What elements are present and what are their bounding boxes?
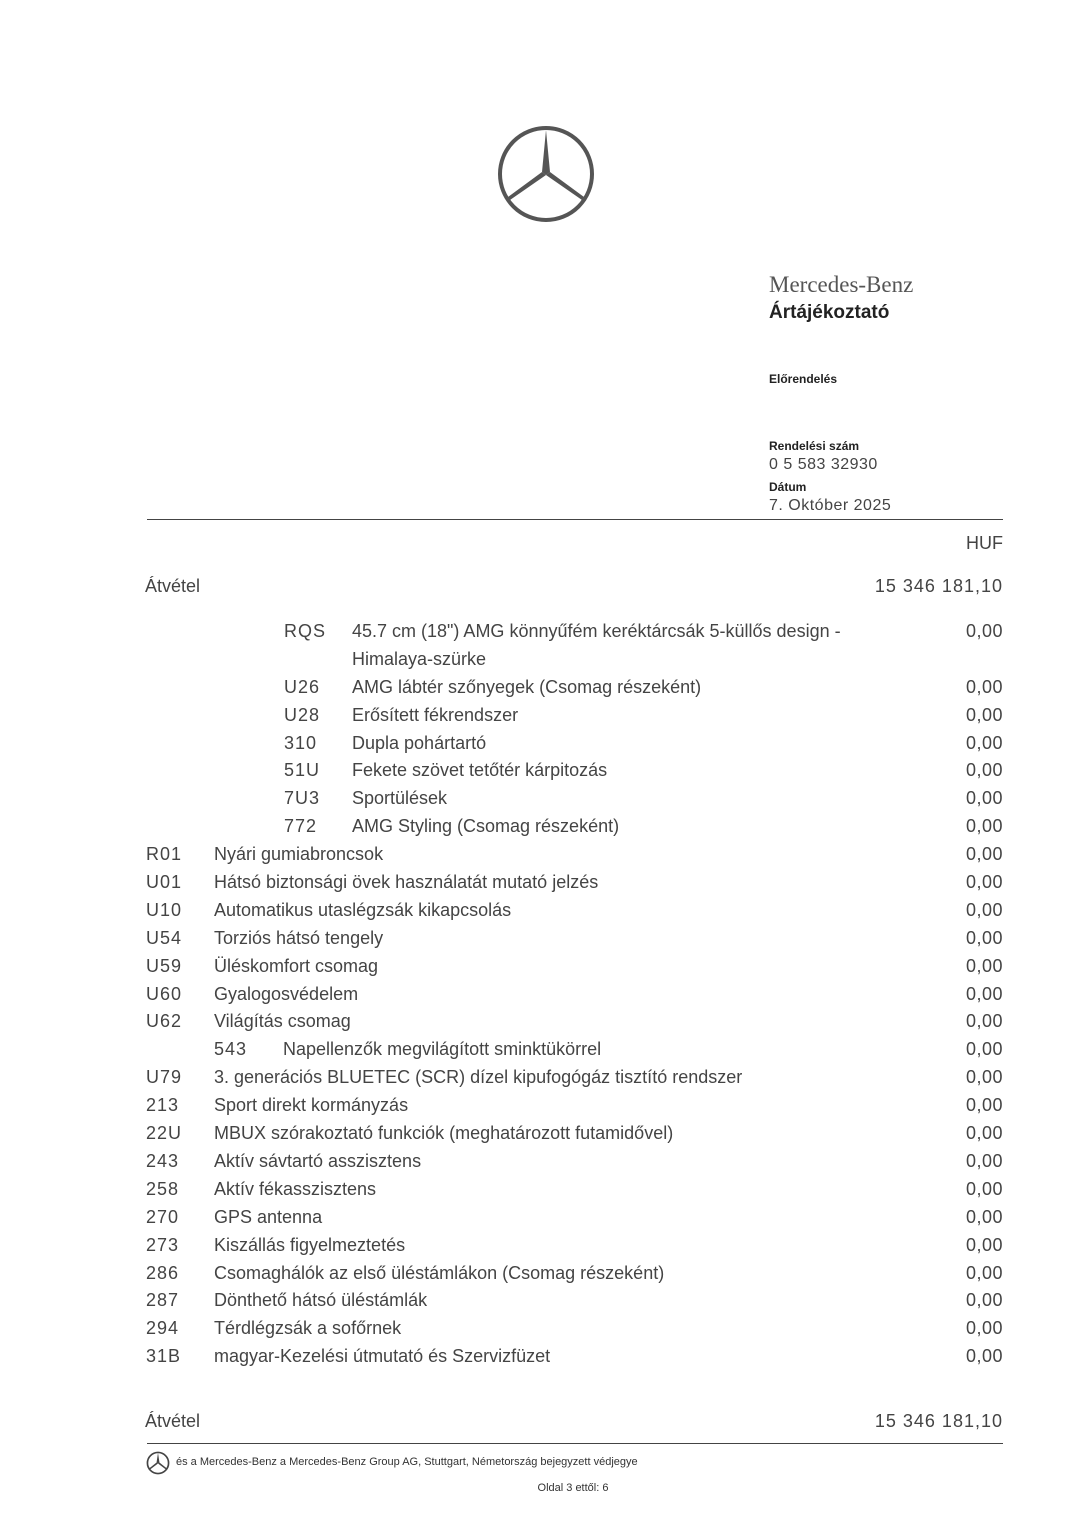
item-price: 0,00 [965, 732, 1003, 753]
item-description: Dupla pohártartó [352, 732, 487, 753]
item-price: 0,00 [965, 955, 1003, 976]
item-description: Térdlégzsák a sofőrnek [214, 1318, 402, 1339]
list-item [0, 1036, 1086, 1064]
item-code: 213 [146, 1095, 180, 1116]
summary-bottom-label: Átvétel [145, 1411, 201, 1431]
item-price: 0,00 [965, 1039, 1003, 1060]
item-price: 0,00 [965, 704, 1003, 725]
item-price: 0,00 [965, 1067, 1003, 1088]
item-description: Csomaghálók az első üléstámlákon (Csomag részeként) [214, 1262, 665, 1283]
item-price: 0,00 [965, 1011, 1003, 1032]
item-description: Erősített fékrendszer [352, 704, 519, 725]
item-code: U62 [146, 1011, 183, 1032]
list-item [0, 869, 1086, 897]
list-item [0, 757, 1086, 785]
date-label: Dátum [769, 480, 807, 494]
currency-label: HUF [966, 533, 1003, 553]
item-code: 22U [146, 1123, 183, 1144]
item-code: 51U [284, 760, 321, 781]
item-description: Automatikus utaslégzsák kikapcsolás [214, 899, 512, 920]
item-description: Kiszállás figyelmeztetés [214, 1234, 406, 1255]
item-price: 0,00 [965, 1095, 1003, 1116]
item-code: R01 [146, 844, 183, 865]
item-code: 310 [284, 732, 318, 753]
item-price: 0,00 [965, 983, 1003, 1004]
summary-top-value: 15 346 181,10 [874, 576, 1003, 596]
header-divider [147, 519, 1003, 520]
list-item [0, 1064, 1086, 1092]
list-item [0, 1120, 1086, 1148]
mercedes-star-icon [146, 1451, 170, 1475]
date-value: 7. Október 2025 [769, 497, 892, 514]
item-code: U79 [146, 1067, 183, 1088]
list-item [0, 925, 1086, 953]
list-item [0, 1260, 1086, 1288]
item-code: U28 [284, 704, 321, 725]
item-description: Napellenzők megvilágított sminktükörrel [283, 1039, 602, 1060]
item-price: 0,00 [965, 676, 1003, 697]
item-code: 7U3 [284, 788, 321, 809]
order-type: Előrendelés [769, 372, 838, 386]
item-price: 0,00 [965, 1178, 1003, 1199]
footer-divider [147, 1443, 1003, 1444]
item-price: 0,00 [965, 1234, 1003, 1255]
item-price: 0,00 [965, 927, 1003, 948]
item-description: Fekete szövet tetőtér kárpitozás [352, 760, 608, 781]
trademark-notice: és a Mercedes-Benz a Mercedes-Benz Group AG, Stuttgart, Németország bejegyzett védjegye [176, 1456, 638, 1468]
list-item [0, 618, 1086, 674]
list-item [0, 1287, 1086, 1315]
summary-top-label: Átvétel [145, 576, 201, 596]
page-number: Oldal 3 ettől: 6 [537, 1482, 609, 1494]
item-code: U10 [146, 899, 183, 920]
list-item [0, 1204, 1086, 1232]
item-description: magyar-Kezelési útmutató és Szervizfüzet [214, 1346, 551, 1367]
item-price: 0,00 [965, 1206, 1003, 1227]
list-item [0, 1148, 1086, 1176]
item-description: Sportülések [352, 788, 448, 809]
item-description: Sport direkt kormányzás [214, 1095, 409, 1116]
list-item [0, 702, 1086, 730]
list-item [0, 674, 1086, 702]
item-code: 772 [284, 816, 318, 837]
item-code: 543 [214, 1039, 248, 1060]
item-price: 0,00 [965, 788, 1003, 809]
order-number-label: Rendelési szám [769, 439, 860, 453]
item-price: 0,00 [965, 1150, 1003, 1171]
item-price: 0,00 [965, 1123, 1003, 1144]
item-description: Dönthető hátsó üléstámlák [214, 1290, 428, 1311]
list-item [0, 1315, 1086, 1343]
item-code: U01 [146, 872, 183, 893]
item-description: MBUX szórakoztató funkciók (meghatározott futamidővel) [214, 1123, 674, 1144]
list-item [0, 730, 1086, 758]
item-description: Aktív fékasszisztens [214, 1178, 377, 1199]
item-code: 243 [146, 1150, 180, 1171]
list-item [0, 785, 1086, 813]
item-price: 0,00 [965, 1290, 1003, 1311]
item-price: 0,00 [965, 899, 1003, 920]
item-price: 0,00 [965, 844, 1003, 865]
item-description: AMG lábtér szőnyegek (Csomag részeként) [352, 676, 702, 697]
item-price: 0,00 [965, 760, 1003, 781]
list-item [0, 813, 1086, 841]
list-item [0, 1232, 1086, 1260]
list-item [0, 1176, 1086, 1204]
item-description: Aktív sávtartó asszisztens [214, 1150, 422, 1171]
item-description: 3. generációs BLUETEC (SCR) dízel kipufogógáz tisztító rendszer [214, 1067, 743, 1088]
item-description: Torziós hátsó tengely [214, 927, 384, 948]
item-description: Hátsó biztonsági övek használatát mutató jelzés [214, 872, 599, 893]
item-code: U26 [284, 676, 321, 697]
list-item [0, 1008, 1086, 1036]
item-description: Gyalogosvédelem [214, 983, 359, 1004]
document-title: Ártájékoztató [769, 302, 890, 323]
item-code: 286 [146, 1262, 180, 1283]
item-description: Üléskomfort csomag [214, 955, 379, 976]
list-item [0, 1343, 1086, 1371]
item-code: U54 [146, 927, 183, 948]
item-price: 0,00 [965, 816, 1003, 837]
order-number: 0 5 583 32930 [769, 456, 878, 473]
item-price: 0,00 [965, 1262, 1003, 1283]
item-description: Világítás csomag [214, 1011, 351, 1032]
list-item [0, 897, 1086, 925]
mercedes-star-logo [496, 124, 596, 224]
item-code: 31B [146, 1346, 182, 1367]
item-price: 0,00 [965, 621, 1003, 641]
item-code: 294 [146, 1318, 180, 1339]
item-description: Nyári gumiabroncsok [214, 844, 384, 865]
list-item [0, 953, 1086, 981]
item-price: 0,00 [965, 872, 1003, 893]
item-price: 0,00 [965, 1346, 1003, 1367]
item-code: 287 [146, 1290, 180, 1311]
item-price: 0,00 [965, 1318, 1003, 1339]
list-item [0, 841, 1086, 869]
list-item [0, 981, 1086, 1009]
item-description: 45.7 cm (18") AMG könnyűfém keréktárcsák 5-küllős design - Himalaya-szürke [352, 621, 841, 669]
item-code: RQS [284, 621, 327, 641]
item-code: 273 [146, 1234, 180, 1255]
item-code: 258 [146, 1178, 180, 1199]
list-item [0, 1092, 1086, 1120]
item-description: AMG Styling (Csomag részeként) [352, 816, 620, 837]
summary-bottom-value: 15 346 181,10 [874, 1411, 1003, 1431]
item-code: 270 [146, 1206, 180, 1227]
item-code: U59 [146, 955, 183, 976]
item-description: GPS antenna [214, 1206, 323, 1227]
brand-name: Mercedes-Benz [769, 272, 914, 297]
equipment-list [0, 618, 1086, 1371]
item-code: U60 [146, 983, 183, 1004]
